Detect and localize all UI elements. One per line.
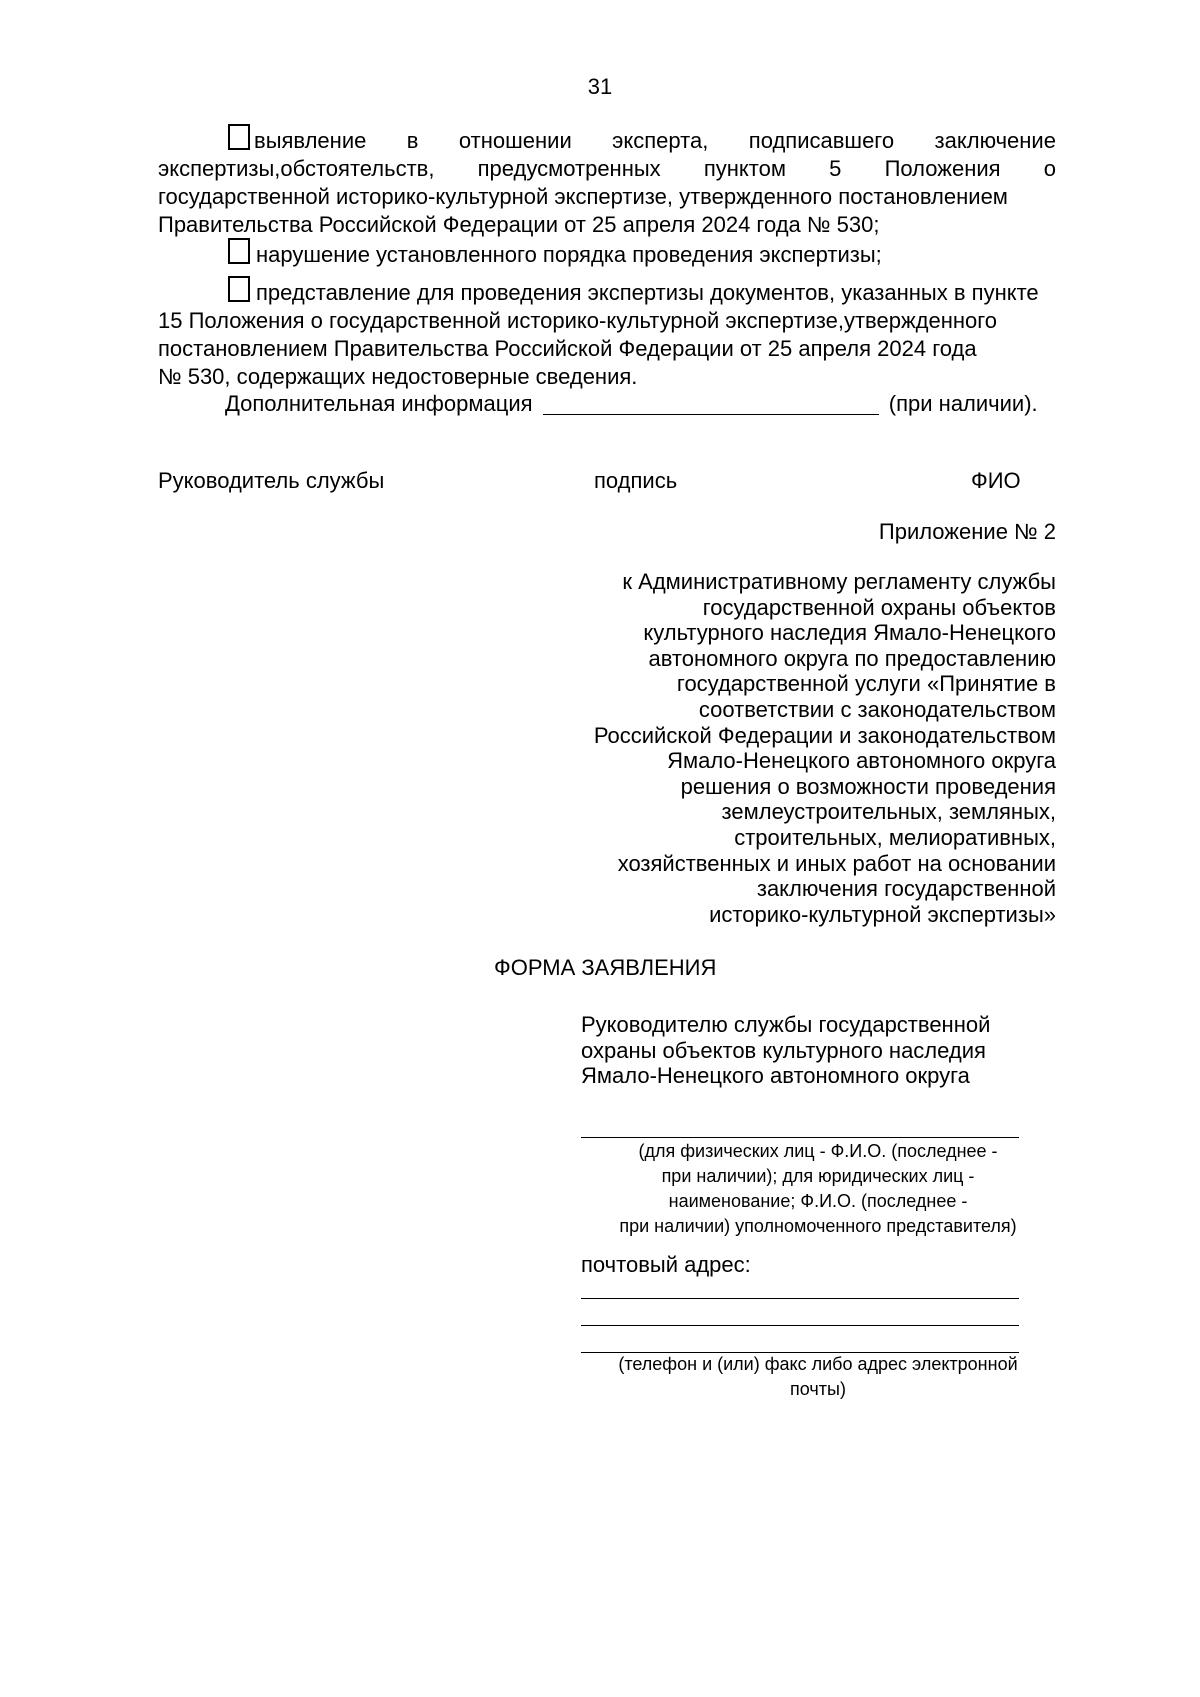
checklist-item-2: нарушение установленного порядка проведения экспертизы; [228,238,1078,269]
signature-role: Руководитель службы [158,468,385,493]
postal-field-1[interactable] [581,1276,1019,1299]
additional-suffix: (при наличии). [888,391,1038,416]
page-number: 31 [587,74,613,99]
additional-info-field[interactable] [543,392,879,415]
checklist-item-3 [158,276,1078,391]
additional-info [225,390,1075,418]
item3-line4: № 530, содержащих недостоверные сведения. [158,364,638,389]
checkbox-1[interactable] [228,124,250,150]
checkbox-2[interactable] [228,238,250,264]
applicant-hint: (для физических лиц - Ф.И.О. (последнее - при наличии); для юридических лиц - наименование; Ф.И.О. (последнее - при наличии) уполномоченного представителя) [619,1141,1017,1236]
checkbox-3[interactable] [228,276,250,302]
applicant-field[interactable] [581,1115,1019,1138]
item3-line2: 15 Положения о государственной историко-культурной экспертизе,утвержденного [158,308,998,333]
item1-line1: выявление в отношении эксперта, подписавшего заключение [158,124,1056,155]
checklist-item-1 [158,124,1056,239]
signature-name: ФИО [971,468,1021,493]
appendix-block: к Административному регламенту службы государственной охраны объектов культурного наследия Ямало-Ненецкого автономного округа по предоставлению государственной услуги «Принятие в соответствии с законодательством Российской Федерации и законодательством Ямало-Ненецкого автономного округа решения о возможности проведения землеустроительных, земляных, строительных, мелиоративных, хозяйственных и иных работ на основании заключения государственной историко-культурной экспертизы» [593,569,1056,927]
item1-line2: экспертизы,обстоятельств, предусмотренных пунктом 5 Положения о [158,156,1056,181]
contact-field[interactable] [581,1330,1019,1353]
additional-label: Дополнительная информация [225,391,533,416]
postal-field-2[interactable] [581,1303,1019,1326]
item1-line3: государственной историко-культурной экспертизе, утвержденного постановлением [158,184,1008,209]
item1-line4: Правительства Российской Федерации от 25 апреля 2024 года № 530; [158,212,880,237]
item3-line3: постановлением Правительства Российской Федерации от 25 апреля 2024 года [158,336,977,361]
form-title: ФОРМА ЗАЯВЛЕНИЯ [494,955,717,980]
addressee-block: Руководителю службы государственной охраны объектов культурного наследия Ямало-Ненецкого автономного округа [581,1012,991,1089]
signature-sign: подпись [594,468,678,493]
item3-line1: представление для проведения экспертизы документов, указанных в пункте [158,276,1078,307]
contact-hint: (телефон и (или) факс либо адрес электронной почты) [618,1354,1018,1399]
appendix-title: Приложение № 2 [878,519,1056,544]
postal-label: почтовый адрес: [581,1252,751,1277]
